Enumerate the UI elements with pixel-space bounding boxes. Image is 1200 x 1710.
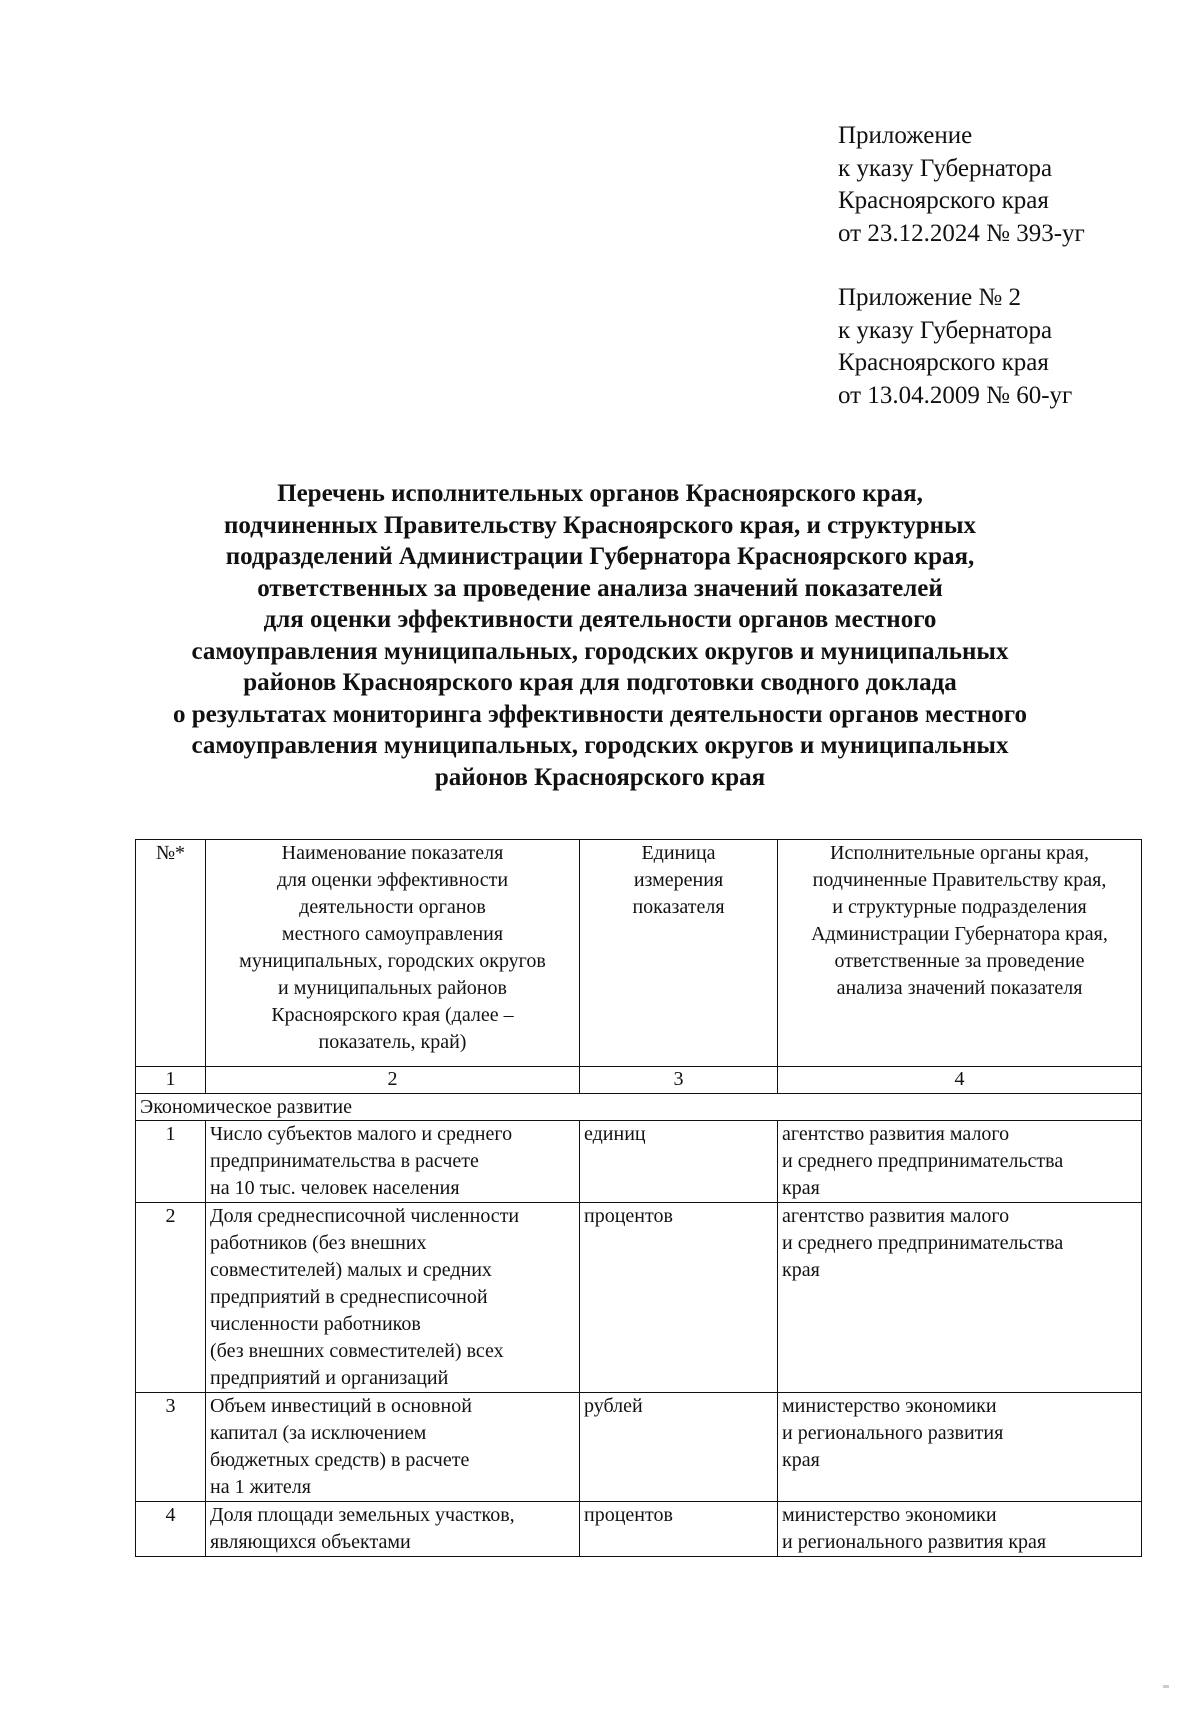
title-line: ответственных за проведение анализа значений показателей — [257, 574, 943, 602]
header-unit: Единица измерения показателя — [580, 840, 778, 1067]
title-line: самоуправления муниципальных, городских округов и муниципальных — [191, 637, 1009, 665]
title-line: районов Красноярского края — [434, 763, 766, 791]
annex-line: к указу Губернатора — [838, 154, 1053, 182]
responsible-org: министерство экономики и регионального развития края — [778, 1393, 1142, 1502]
annex-line: от 23.12.2024 № 393-уг — [838, 219, 1085, 247]
row-number: 1 — [136, 1121, 206, 1203]
annex-line: Красноярского края — [838, 349, 1049, 376]
annex-line: Приложение № 2 — [838, 284, 1022, 311]
annex-line: Красноярского края — [838, 187, 1049, 214]
annex-block-current — [838, 120, 1085, 250]
indicator-unit: процентов — [580, 1203, 778, 1393]
section-row — [136, 1094, 1142, 1121]
header-number: №* — [136, 840, 206, 1067]
title-line: Перечень исполнительных органов Красноярского края, — [277, 480, 923, 507]
title-line: для оценки эффективности деятельности органов местного — [263, 606, 937, 633]
scan-speck — [1163, 1685, 1169, 1688]
column-number: 2 — [206, 1067, 580, 1094]
title-line: о результатах мониторинга эффективности деятельности органов местного — [173, 700, 1027, 728]
document-title — [120, 478, 1080, 793]
table-row — [136, 1203, 1142, 1393]
table-row — [136, 1502, 1142, 1557]
annex-line: Приложение — [838, 122, 973, 149]
responsible-org: министерство экономики и регионального развития края — [778, 1502, 1142, 1557]
column-number-row — [136, 1067, 1142, 1094]
indicator-unit: единиц — [580, 1121, 778, 1203]
indicators-table — [135, 839, 1142, 1557]
annex-block-original — [838, 282, 1072, 412]
section-title: Экономическое развитие — [136, 1094, 1142, 1121]
title-line: самоуправления муниципальных, городских округов и муниципальных — [191, 732, 1009, 759]
row-number: 4 — [136, 1502, 206, 1557]
title-line: подчиненных Правительству Красноярского края, и структурных — [223, 511, 977, 539]
indicator-name: Число субъектов малого и среднего предпринимательства в расчете на 10 тыс. человек населения — [206, 1121, 580, 1203]
annex-line: от 13.04.2009 № 60-уг — [838, 381, 1073, 409]
table-header-row — [136, 840, 1142, 1067]
table-row — [136, 1121, 1142, 1203]
indicator-name: Доля среднесписочной численности работников (без внешних совместителей) малых и средних предприятий в среднесписочной численности работников (без внешних совместителей) всех предприятий и организаций — [206, 1203, 580, 1393]
indicator-name: Доля площади земельных участков, являющихся объектами — [206, 1502, 580, 1557]
title-line: подразделений Администрации Губернатора Красноярского края, — [225, 543, 975, 570]
row-number: 3 — [136, 1393, 206, 1502]
indicator-name: Объем инвестиций в основной капитал (за исключением бюджетных средств) в расчете на 1 жителя — [206, 1393, 580, 1502]
column-number: 3 — [580, 1067, 778, 1094]
column-number: 1 — [136, 1067, 206, 1094]
indicator-unit: рублей — [580, 1393, 778, 1502]
indicator-unit: процентов — [580, 1502, 778, 1557]
annex-line: к указу Губернатора — [838, 316, 1053, 344]
column-number: 4 — [778, 1067, 1142, 1094]
header-responsible-org: Исполнительные органы края, подчиненные Правительству края, и структурные подразделения Администрации Губернатора края, ответственные за проведение анализа значений показателя — [778, 840, 1142, 1067]
table-row — [136, 1393, 1142, 1502]
row-number: 2 — [136, 1203, 206, 1393]
responsible-org: агентство развития малого и среднего предпринимательства края — [778, 1121, 1142, 1203]
title-line: районов Красноярского края для подготовки сводного доклада — [243, 669, 957, 696]
responsible-org: агентство развития малого и среднего предпринимательства края — [778, 1203, 1142, 1393]
header-indicator-name: Наименование показателя для оценки эффективности деятельности органов местного самоуправления муниципальных, городских округов и муниципальных районов Красноярского края (далее – показатель, край) — [206, 840, 580, 1067]
